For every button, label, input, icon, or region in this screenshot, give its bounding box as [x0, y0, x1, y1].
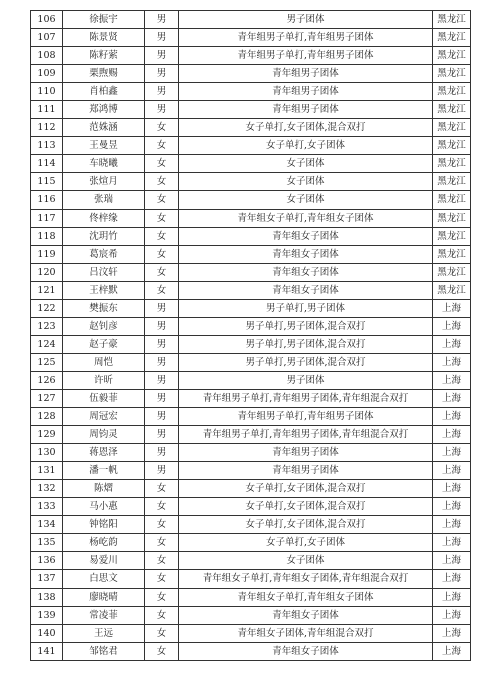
province-cell: 上海 [433, 642, 471, 660]
table-row [31, 137, 471, 155]
table-row [31, 353, 471, 371]
player-name-cell: 常凌菲 [63, 606, 145, 624]
row-number-cell: 136 [31, 552, 63, 570]
gender-cell: 女 [145, 642, 179, 660]
province-cell: 上海 [433, 426, 471, 444]
events-cell: 青年组男子单打,青年组男子团体 [179, 47, 433, 65]
table-row [31, 534, 471, 552]
player-name-cell: 吕汶轩 [63, 263, 145, 281]
gender-cell: 女 [145, 191, 179, 209]
row-number-cell: 124 [31, 335, 63, 353]
events-cell: 青年组男子单打,青年组男子团体 [179, 29, 433, 47]
province-cell: 上海 [433, 462, 471, 480]
player-name-cell: 蒋恩泽 [63, 444, 145, 462]
table-row [31, 119, 471, 137]
row-number-cell: 130 [31, 444, 63, 462]
row-number-cell: 129 [31, 426, 63, 444]
gender-cell: 男 [145, 462, 179, 480]
row-number-cell: 123 [31, 317, 63, 335]
events-cell: 青年组男子团体 [179, 101, 433, 119]
gender-cell: 男 [145, 65, 179, 83]
province-cell: 黑龙江 [433, 263, 471, 281]
player-name-cell: 郑鸿博 [63, 101, 145, 119]
table-row [31, 606, 471, 624]
events-cell: 青年组男子团体 [179, 462, 433, 480]
row-number-cell: 135 [31, 534, 63, 552]
row-number-cell: 131 [31, 462, 63, 480]
player-name-cell: 樊振东 [63, 299, 145, 317]
player-name-cell: 周恺 [63, 353, 145, 371]
row-number-cell: 121 [31, 281, 63, 299]
events-cell: 青年组男子单打,青年组男子团体 [179, 408, 433, 426]
player-name-cell: 陈籽萦 [63, 47, 145, 65]
province-cell: 上海 [433, 552, 471, 570]
gender-cell: 女 [145, 534, 179, 552]
row-number-cell: 133 [31, 498, 63, 516]
row-number-cell: 127 [31, 389, 63, 407]
province-cell: 上海 [433, 498, 471, 516]
row-number-cell: 120 [31, 263, 63, 281]
row-number-cell: 112 [31, 119, 63, 137]
player-name-cell: 徐振宇 [63, 11, 145, 29]
province-cell: 黑龙江 [433, 245, 471, 263]
row-number-cell: 119 [31, 245, 63, 263]
gender-cell: 男 [145, 371, 179, 389]
table-row [31, 462, 471, 480]
province-cell: 黑龙江 [433, 83, 471, 101]
row-number-cell: 107 [31, 29, 63, 47]
table-row [31, 408, 471, 426]
player-name-cell: 赵子豪 [63, 335, 145, 353]
gender-cell: 女 [145, 227, 179, 245]
row-number-cell: 115 [31, 173, 63, 191]
row-number-cell: 139 [31, 606, 63, 624]
province-cell: 黑龙江 [433, 29, 471, 47]
table-row [31, 11, 471, 29]
table-row [31, 389, 471, 407]
events-cell: 女子团体 [179, 552, 433, 570]
events-cell: 女子团体 [179, 191, 433, 209]
table-row [31, 552, 471, 570]
gender-cell: 女 [145, 606, 179, 624]
player-name-cell: 栗煦赐 [63, 65, 145, 83]
gender-cell: 女 [145, 624, 179, 642]
player-name-cell: 周钧灵 [63, 426, 145, 444]
row-number-cell: 110 [31, 83, 63, 101]
player-name-cell: 佟梓缘 [63, 209, 145, 227]
events-cell: 青年组女子单打,青年组女子团体,青年组混合双打 [179, 570, 433, 588]
events-cell: 男子单打,男子团体,混合双打 [179, 317, 433, 335]
table-row [31, 155, 471, 173]
gender-cell: 女 [145, 119, 179, 137]
player-name-cell: 潘一帆 [63, 462, 145, 480]
gender-cell: 女 [145, 209, 179, 227]
province-cell: 上海 [433, 570, 471, 588]
events-cell: 青年组男子单打,青年组男子团体,青年组混合双打 [179, 389, 433, 407]
events-cell: 青年组男子单打,青年组男子团体,青年组混合双打 [179, 426, 433, 444]
events-cell: 青年组男子团体 [179, 444, 433, 462]
gender-cell: 女 [145, 480, 179, 498]
events-cell: 女子单打,女子团体,混合双打 [179, 480, 433, 498]
events-cell: 青年组女子单打,青年组女子团体 [179, 588, 433, 606]
table-row [31, 588, 471, 606]
player-name-cell: 陈熠 [63, 480, 145, 498]
gender-cell: 女 [145, 263, 179, 281]
table-row [31, 83, 471, 101]
events-cell: 女子单打,女子团体,混合双打 [179, 119, 433, 137]
row-number-cell: 118 [31, 227, 63, 245]
province-cell: 上海 [433, 444, 471, 462]
province-cell: 上海 [433, 371, 471, 389]
province-cell: 上海 [433, 317, 471, 335]
events-cell: 青年组女子团体 [179, 281, 433, 299]
table-row [31, 29, 471, 47]
table-row [31, 642, 471, 660]
row-number-cell: 109 [31, 65, 63, 83]
gender-cell: 男 [145, 83, 179, 101]
province-cell: 上海 [433, 480, 471, 498]
gender-cell: 女 [145, 570, 179, 588]
table-row [31, 101, 471, 119]
events-cell: 男子团体 [179, 11, 433, 29]
player-name-cell: 伍毅菲 [63, 389, 145, 407]
events-cell: 男子单打,男子团体,混合双打 [179, 353, 433, 371]
events-cell: 青年组女子团体 [179, 606, 433, 624]
province-cell: 上海 [433, 624, 471, 642]
province-cell: 上海 [433, 606, 471, 624]
province-cell: 黑龙江 [433, 227, 471, 245]
table-row [31, 173, 471, 191]
table-row [31, 480, 471, 498]
table-row [31, 227, 471, 245]
province-cell: 上海 [433, 389, 471, 407]
table-row [31, 335, 471, 353]
player-name-cell: 赵钊彦 [63, 317, 145, 335]
row-number-cell: 122 [31, 299, 63, 317]
gender-cell: 男 [145, 47, 179, 65]
province-cell: 上海 [433, 534, 471, 552]
events-cell: 男子单打,男子团体 [179, 299, 433, 317]
province-cell: 黑龙江 [433, 119, 471, 137]
table-row [31, 426, 471, 444]
gender-cell: 男 [145, 11, 179, 29]
player-name-cell: 许昕 [63, 371, 145, 389]
events-cell: 女子团体 [179, 173, 433, 191]
row-number-cell: 140 [31, 624, 63, 642]
table-row [31, 209, 471, 227]
province-cell: 黑龙江 [433, 281, 471, 299]
table-row [31, 281, 471, 299]
events-cell: 青年组女子团体 [179, 227, 433, 245]
table-row [31, 299, 471, 317]
player-name-cell: 沈玥竹 [63, 227, 145, 245]
row-number-cell: 138 [31, 588, 63, 606]
row-number-cell: 125 [31, 353, 63, 371]
row-number-cell: 113 [31, 137, 63, 155]
events-cell: 女子单打,女子团体 [179, 137, 433, 155]
roster-table [30, 10, 471, 661]
row-number-cell: 126 [31, 371, 63, 389]
gender-cell: 女 [145, 516, 179, 534]
table-row [31, 371, 471, 389]
gender-cell: 男 [145, 299, 179, 317]
gender-cell: 男 [145, 101, 179, 119]
player-name-cell: 葛宸希 [63, 245, 145, 263]
table-row [31, 444, 471, 462]
province-cell: 黑龙江 [433, 191, 471, 209]
row-number-cell: 116 [31, 191, 63, 209]
events-cell: 青年组女子团体 [179, 263, 433, 281]
events-cell: 女子团体 [179, 155, 433, 173]
province-cell: 上海 [433, 353, 471, 371]
player-name-cell: 范姝涵 [63, 119, 145, 137]
player-name-cell: 钟铭阳 [63, 516, 145, 534]
roster-page [30, 10, 470, 661]
player-name-cell: 陈景贤 [63, 29, 145, 47]
gender-cell: 男 [145, 408, 179, 426]
player-name-cell: 廖晓晴 [63, 588, 145, 606]
gender-cell: 男 [145, 317, 179, 335]
player-name-cell: 易爱川 [63, 552, 145, 570]
gender-cell: 男 [145, 353, 179, 371]
player-name-cell: 周冠宏 [63, 408, 145, 426]
events-cell: 青年组男子团体 [179, 83, 433, 101]
table-row [31, 317, 471, 335]
events-cell: 女子单打,女子团体,混合双打 [179, 498, 433, 516]
province-cell: 黑龙江 [433, 65, 471, 83]
province-cell: 黑龙江 [433, 11, 471, 29]
province-cell: 黑龙江 [433, 173, 471, 191]
row-number-cell: 111 [31, 101, 63, 119]
player-name-cell: 王曼昱 [63, 137, 145, 155]
gender-cell: 女 [145, 552, 179, 570]
row-number-cell: 141 [31, 642, 63, 660]
events-cell: 青年组男子团体 [179, 65, 433, 83]
province-cell: 上海 [433, 299, 471, 317]
row-number-cell: 134 [31, 516, 63, 534]
player-name-cell: 张瑞 [63, 191, 145, 209]
table-row [31, 47, 471, 65]
player-name-cell: 白思文 [63, 570, 145, 588]
player-name-cell: 马小惠 [63, 498, 145, 516]
events-cell: 青年组女子单打,青年组女子团体 [179, 209, 433, 227]
gender-cell: 男 [145, 389, 179, 407]
table-row [31, 191, 471, 209]
player-name-cell: 杨屹韵 [63, 534, 145, 552]
table-row [31, 263, 471, 281]
province-cell: 黑龙江 [433, 155, 471, 173]
gender-cell: 男 [145, 444, 179, 462]
province-cell: 上海 [433, 588, 471, 606]
events-cell: 女子单打,女子团体,混合双打 [179, 516, 433, 534]
table-row [31, 245, 471, 263]
player-name-cell: 肖柏鑫 [63, 83, 145, 101]
events-cell: 青年组女子团体 [179, 245, 433, 263]
gender-cell: 女 [145, 137, 179, 155]
gender-cell: 女 [145, 155, 179, 173]
province-cell: 上海 [433, 408, 471, 426]
gender-cell: 女 [145, 173, 179, 191]
gender-cell: 男 [145, 29, 179, 47]
gender-cell: 女 [145, 245, 179, 263]
gender-cell: 男 [145, 335, 179, 353]
row-number-cell: 137 [31, 570, 63, 588]
row-number-cell: 117 [31, 209, 63, 227]
player-name-cell: 王远 [63, 624, 145, 642]
row-number-cell: 128 [31, 408, 63, 426]
player-name-cell: 邹铭君 [63, 642, 145, 660]
gender-cell: 女 [145, 588, 179, 606]
events-cell: 青年组女子团体,青年组混合双打 [179, 624, 433, 642]
row-number-cell: 114 [31, 155, 63, 173]
gender-cell: 男 [145, 426, 179, 444]
player-name-cell: 车晓曦 [63, 155, 145, 173]
province-cell: 黑龙江 [433, 101, 471, 119]
events-cell: 女子单打,女子团体 [179, 534, 433, 552]
row-number-cell: 106 [31, 11, 63, 29]
roster-body [31, 11, 471, 661]
player-name-cell: 张煊月 [63, 173, 145, 191]
row-number-cell: 108 [31, 47, 63, 65]
table-row [31, 516, 471, 534]
province-cell: 黑龙江 [433, 137, 471, 155]
row-number-cell: 132 [31, 480, 63, 498]
table-row [31, 570, 471, 588]
province-cell: 上海 [433, 335, 471, 353]
gender-cell: 女 [145, 498, 179, 516]
events-cell: 男子单打,男子团体,混合双打 [179, 335, 433, 353]
events-cell: 青年组女子团体 [179, 642, 433, 660]
province-cell: 黑龙江 [433, 47, 471, 65]
table-row [31, 624, 471, 642]
events-cell: 男子团体 [179, 371, 433, 389]
player-name-cell: 王梓默 [63, 281, 145, 299]
gender-cell: 女 [145, 281, 179, 299]
province-cell: 黑龙江 [433, 209, 471, 227]
table-row [31, 65, 471, 83]
table-row [31, 498, 471, 516]
province-cell: 上海 [433, 516, 471, 534]
